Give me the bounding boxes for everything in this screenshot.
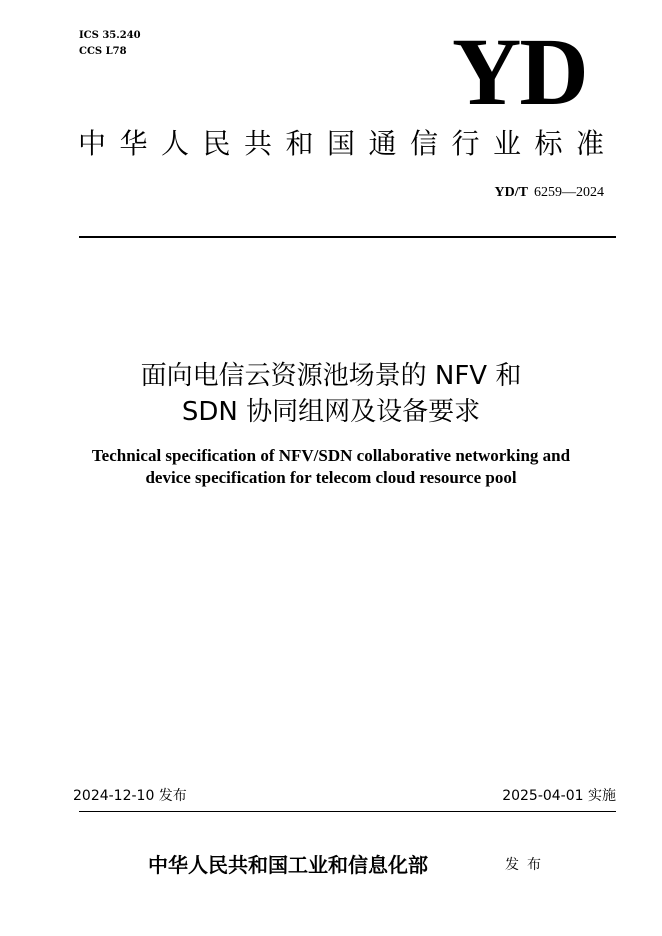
standard-type: 中华人民共和国通信行业标准 (78, 127, 618, 160)
english-title-line-2: device specification for telecom cloud resource pool (145, 468, 517, 487)
ics-code: ICS 35.240 (79, 30, 141, 41)
english-title (0, 445, 662, 489)
ccs-code: CCS L78 (79, 46, 127, 57)
issued-label: 发布 (505, 857, 549, 873)
top-divider (79, 236, 616, 238)
standard-number-value: 6259—2024 (534, 185, 604, 200)
chinese-title-line-1: 面向电信云资源池场景的 NFV 和 (140, 361, 522, 391)
issuing-authority: 中华人民共和国工业和信息化部 (148, 853, 428, 877)
issue-date: 2024-12-10 发布 (73, 788, 187, 804)
bottom-divider (79, 811, 616, 812)
standard-number (495, 184, 604, 202)
standard-code: YD/T (494, 185, 528, 200)
yd-logo: YD (452, 18, 587, 125)
english-title-line-1: Technical specification of NFV/SDN collaborative networking and (91, 446, 571, 465)
chinese-title (0, 358, 662, 430)
chinese-title-line-2: SDN 协同组网及设备要求 (181, 397, 481, 427)
implementation-date: 2025-04-01 实施 (502, 788, 616, 804)
classification-codes (79, 28, 141, 60)
